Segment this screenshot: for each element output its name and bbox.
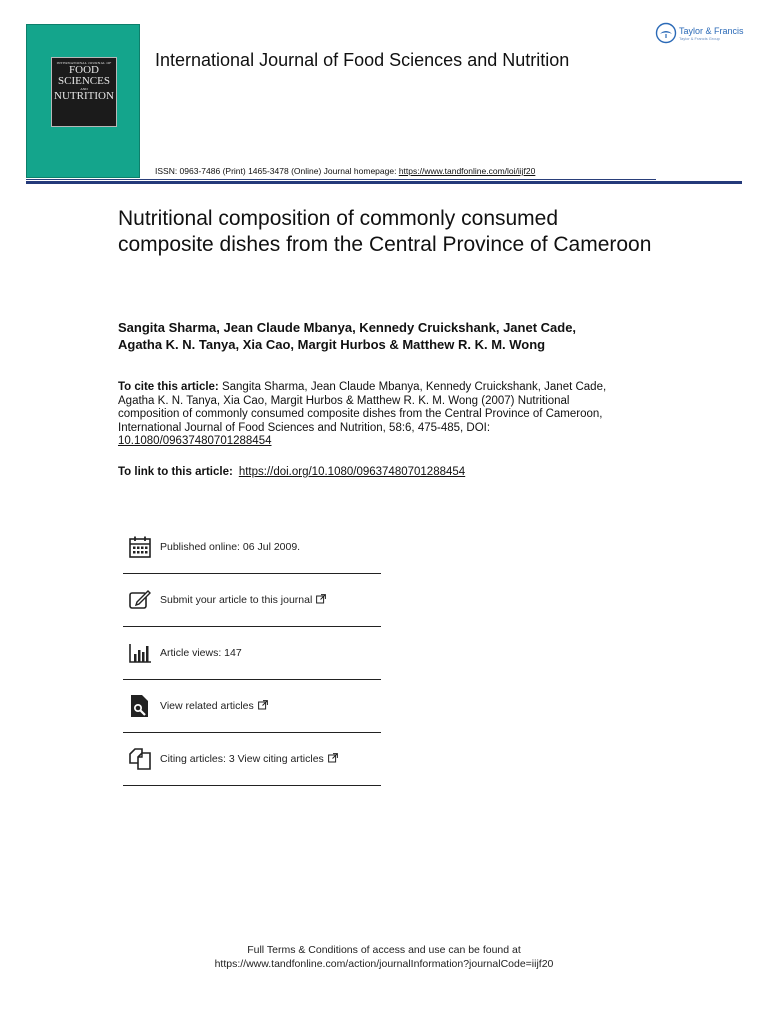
publisher-group: Taylor & Francis Group bbox=[679, 35, 720, 41]
publisher-logo[interactable] bbox=[655, 22, 744, 44]
cover-word-sciences: SCIENCES bbox=[58, 75, 110, 87]
cite-label: To cite this article: bbox=[118, 381, 219, 393]
cover-word-nutrition: NUTRITION bbox=[54, 90, 114, 102]
citing-documents-icon bbox=[128, 747, 152, 771]
related-articles-link[interactable] bbox=[160, 700, 268, 712]
article-views-label: Article views: 147 bbox=[160, 647, 242, 659]
external-link-icon bbox=[316, 594, 326, 604]
cover-top-line: INTERNATIONAL JOURNAL OF bbox=[56, 61, 112, 65]
authors-line-2: Agatha K. N. Tanya, Xia Cao, Margit Hurbos & Matthew R. K. M. Wong bbox=[118, 337, 546, 352]
bar-chart-icon bbox=[128, 641, 152, 665]
journal-title: International Journal of Food Sciences and Nutrition bbox=[155, 50, 570, 70]
external-link-icon bbox=[258, 700, 268, 710]
citing-articles-link[interactable] bbox=[160, 753, 338, 765]
external-link-icon bbox=[328, 753, 338, 763]
article-title: Nutritional composition of commonly consumed composite dishes from the Central Province of Cameroon bbox=[118, 207, 652, 256]
article-views-item bbox=[123, 627, 381, 680]
citation-block bbox=[118, 381, 628, 449]
authors-line-1: Sangita Sharma, Jean Claude Mbanya, Kennedy Cruickshank, Janet Cade, bbox=[118, 320, 577, 335]
submit-article-link[interactable] bbox=[160, 594, 326, 606]
submit-article-label: Submit your article to this journal bbox=[160, 594, 313, 606]
issn-line bbox=[155, 166, 535, 176]
article-info-list bbox=[123, 521, 381, 786]
related-articles-label: View related articles bbox=[160, 700, 254, 712]
related-articles-item[interactable] bbox=[123, 680, 381, 733]
footer-terms-url[interactable]: https://www.tandfonline.com/action/journalInformation?journalCode=iijf20 bbox=[214, 958, 554, 970]
publisher-name: Taylor & Francis bbox=[679, 25, 744, 36]
cite-doi-link[interactable]: 10.1080/09637480701288454 bbox=[118, 435, 272, 447]
document-search-icon bbox=[128, 694, 152, 718]
cover-word-and: AND bbox=[80, 87, 88, 91]
published-online-label: Published online: 06 Jul 2009. bbox=[160, 541, 301, 553]
published-online-item bbox=[123, 521, 381, 574]
citing-articles-label: Citing articles: 3 View citing articles bbox=[160, 753, 324, 765]
article-doi-link[interactable]: https://doi.org/10.1080/09637480701288454 bbox=[238, 466, 466, 478]
cover-word-food: FOOD bbox=[69, 64, 99, 76]
footer-terms-line: Full Terms & Conditions of access and use can be found at bbox=[247, 944, 521, 956]
article-link-line bbox=[118, 466, 465, 478]
issn-text: ISSN: 0963-7486 (Print) 1465-3478 (Online) Journal homepage: bbox=[155, 166, 399, 176]
calendar-icon bbox=[128, 535, 152, 559]
submit-article-item[interactable] bbox=[123, 574, 381, 627]
citing-articles-item[interactable] bbox=[123, 733, 381, 786]
header-divider-thick bbox=[26, 181, 742, 184]
header-divider-thin bbox=[26, 179, 656, 180]
journal-cover bbox=[26, 24, 140, 178]
journal-homepage-link[interactable]: https://www.tandfonline.com/loi/iijf20 bbox=[398, 166, 536, 176]
taylor-francis-icon bbox=[655, 22, 677, 44]
link-label: To link to this article: bbox=[118, 466, 233, 478]
edit-icon bbox=[128, 588, 152, 612]
article-authors bbox=[118, 319, 678, 353]
journal-cover-title-box bbox=[51, 57, 117, 127]
cite-text: Sangita Sharma, Jean Claude Mbanya, Kennedy Cruickshank, Janet Cade, Agatha K. N. Tanya, Xia Cao, Margit Hurbos & Matthew R. K. M. Wong (2007) Nutritional composition of commonly consumed composite dishes from the Central Province of Cameroon, International Journal of Food Sciences and Nutrition, 58:6, 475-485, DOI: bbox=[118, 381, 607, 434]
footer-terms bbox=[0, 943, 768, 971]
